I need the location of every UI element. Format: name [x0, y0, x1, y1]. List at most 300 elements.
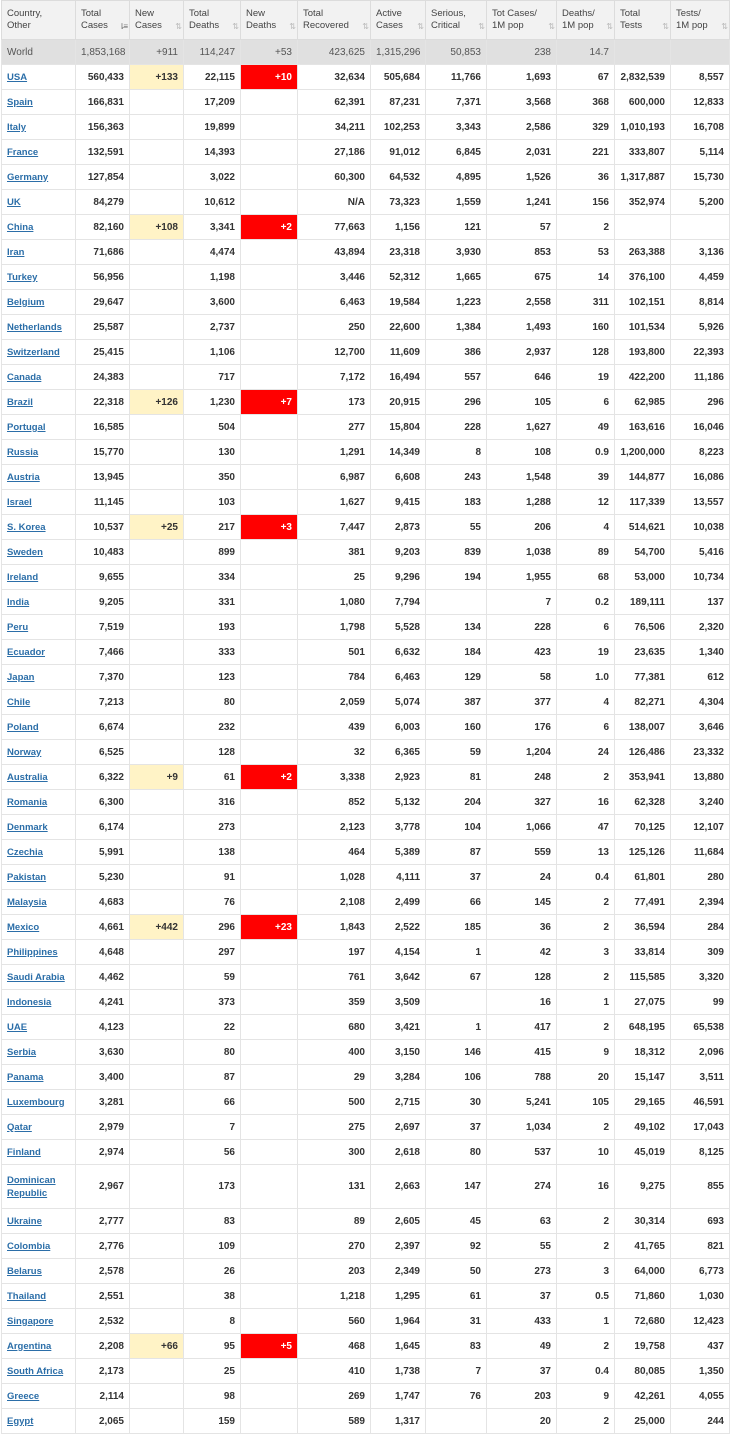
cell-total-recovered: N/A	[298, 190, 371, 215]
country-link[interactable]: Saudi Arabia	[7, 971, 65, 983]
cell-country: World	[2, 40, 76, 65]
country-link[interactable]: Brazil	[7, 396, 33, 408]
cell-deaths-per-1m: 156	[557, 190, 615, 215]
country-link[interactable]: South Africa	[7, 1365, 64, 1377]
country-link[interactable]: Germany	[7, 171, 49, 183]
cell-total-tests: 15,147	[615, 1065, 671, 1090]
column-header-tot-cases-per-1m[interactable]	[487, 1, 557, 40]
cell-active-cases: 505,684	[371, 65, 426, 90]
table-row	[2, 415, 730, 440]
cell-country	[2, 615, 76, 640]
country-link[interactable]: USA	[7, 71, 28, 83]
country-link[interactable]: Japan	[7, 671, 35, 683]
cell-deaths-per-1m: 6	[557, 390, 615, 415]
country-link[interactable]: Denmark	[7, 821, 48, 833]
cell-total-recovered: 359	[298, 990, 371, 1015]
cell-total-recovered: 784	[298, 665, 371, 690]
cell-country	[2, 840, 76, 865]
country-link[interactable]: Pakistan	[7, 871, 47, 883]
cell-new-deaths	[241, 1359, 298, 1384]
cell-tot-cases-per-1m: 646	[487, 365, 557, 390]
cell-total-deaths: 98	[184, 1384, 241, 1409]
cell-new-cases: +133	[130, 65, 184, 90]
country-link[interactable]: India	[7, 596, 30, 608]
cell-new-deaths	[241, 890, 298, 915]
country-link[interactable]: Norway	[7, 746, 42, 758]
cell-new-cases	[130, 165, 184, 190]
cell-new-cases	[130, 240, 184, 265]
cell-total-cases: 2,979	[76, 1115, 130, 1140]
cell-total-cases: 156,363	[76, 115, 130, 140]
cell-new-deaths	[241, 665, 298, 690]
cell-new-deaths	[241, 1284, 298, 1309]
cell-tot-cases-per-1m: 377	[487, 690, 557, 715]
country-link[interactable]: Philippines	[7, 946, 58, 958]
cell-total-tests: 263,388	[615, 240, 671, 265]
cell-total-deaths: 296	[184, 915, 241, 940]
sort-icon[interactable]: ⇅	[289, 22, 294, 31]
cell-new-cases	[130, 1309, 184, 1334]
country-link[interactable]: Malaysia	[7, 896, 47, 908]
cell-serious-critical: 1,223	[426, 290, 487, 315]
country-link[interactable]: Iran	[7, 246, 25, 258]
country-link[interactable]: Canada	[7, 371, 42, 383]
column-header-label: Active Cases	[376, 8, 403, 31]
cell-deaths-per-1m: 1	[557, 990, 615, 1015]
cell-total-cases: 71,686	[76, 240, 130, 265]
table-row	[2, 215, 730, 240]
cell-total-cases: 7,466	[76, 640, 130, 665]
table-row	[2, 240, 730, 265]
cell-new-deaths: +7	[241, 390, 298, 415]
table-row	[2, 915, 730, 940]
cell-country	[2, 1284, 76, 1309]
cell-deaths-per-1m: 6	[557, 715, 615, 740]
country-link[interactable]: Chile	[7, 696, 31, 708]
cell-serious-critical: 228	[426, 415, 487, 440]
country-link[interactable]: Argentina	[7, 1340, 52, 1352]
cell-new-cases	[130, 1284, 184, 1309]
cell-total-cases: 2,065	[76, 1409, 130, 1434]
cell-country	[2, 915, 76, 940]
cell-active-cases: 6,003	[371, 715, 426, 740]
cell-deaths-per-1m: 2	[557, 1115, 615, 1140]
cell-tot-cases-per-1m: 2,031	[487, 140, 557, 165]
cell-new-cases	[130, 840, 184, 865]
cell-tests-per-1m: 137	[671, 590, 730, 615]
cell-new-deaths	[241, 1165, 298, 1209]
cell-serious-critical: 61	[426, 1284, 487, 1309]
cell-active-cases: 2,873	[371, 515, 426, 540]
sort-icon[interactable]: ⇅	[721, 22, 726, 31]
country-link[interactable]: Singapore	[7, 1315, 54, 1327]
cell-total-recovered: 2,108	[298, 890, 371, 915]
table-row	[2, 1234, 730, 1259]
cell-tests-per-1m: 855	[671, 1165, 730, 1209]
cell-total-deaths: 8	[184, 1309, 241, 1334]
cell-deaths-per-1m: 3	[557, 1259, 615, 1284]
cell-country	[2, 1040, 76, 1065]
cell-tot-cases-per-1m: 206	[487, 515, 557, 540]
cell-new-cases: +25	[130, 515, 184, 540]
cell-new-cases	[130, 815, 184, 840]
cell-deaths-per-1m: 49	[557, 415, 615, 440]
cell-total-tests: 45,019	[615, 1140, 671, 1165]
cell-tests-per-1m: 2,394	[671, 890, 730, 915]
cell-new-cases	[130, 1234, 184, 1259]
cell-new-deaths	[241, 865, 298, 890]
country-link[interactable]: Russia	[7, 446, 39, 458]
cell-total-cases: 4,683	[76, 890, 130, 915]
cell-new-deaths	[241, 740, 298, 765]
cell-tot-cases-per-1m: 2,558	[487, 290, 557, 315]
cell-active-cases: 9,203	[371, 540, 426, 565]
cell-tot-cases-per-1m: 1,241	[487, 190, 557, 215]
cell-tests-per-1m: 17,043	[671, 1115, 730, 1140]
cell-total-deaths: 87	[184, 1065, 241, 1090]
cell-deaths-per-1m: 16	[557, 1165, 615, 1209]
cell-new-deaths	[241, 1090, 298, 1115]
column-header-total-tests[interactable]	[615, 1, 671, 40]
cell-tot-cases-per-1m: 1,034	[487, 1115, 557, 1140]
cell-new-cases	[130, 1359, 184, 1384]
cell-serious-critical: 11,766	[426, 65, 487, 90]
column-header-deaths-per-1m[interactable]	[557, 1, 615, 40]
cell-deaths-per-1m: 12	[557, 490, 615, 515]
sort-icon[interactable]: ⇅	[417, 22, 422, 31]
cell-serious-critical: 37	[426, 865, 487, 890]
cell-new-cases	[130, 1409, 184, 1434]
cell-total-tests: 42,261	[615, 1384, 671, 1409]
country-link[interactable]: Finland	[7, 1146, 41, 1158]
column-header-total-cases[interactable]	[76, 1, 130, 40]
cell-total-deaths: 173	[184, 1165, 241, 1209]
cell-serious-critical	[426, 590, 487, 615]
cell-total-tests: 1,200,000	[615, 440, 671, 465]
cell-total-recovered: 25	[298, 565, 371, 590]
cell-serious-critical: 4,895	[426, 165, 487, 190]
cell-tests-per-1m	[671, 40, 730, 65]
column-header-country[interactable]	[2, 1, 76, 40]
sort-icon[interactable]: ⇅	[548, 22, 553, 31]
cell-total-tests: 27,075	[615, 990, 671, 1015]
cell-country	[2, 265, 76, 290]
cell-new-cases	[130, 415, 184, 440]
cell-active-cases: 5,132	[371, 790, 426, 815]
cell-total-tests	[615, 215, 671, 240]
cell-total-tests: 77,491	[615, 890, 671, 915]
cell-tests-per-1m: 309	[671, 940, 730, 965]
cell-active-cases: 2,697	[371, 1115, 426, 1140]
cell-new-cases	[130, 190, 184, 215]
cell-deaths-per-1m: 3	[557, 940, 615, 965]
cell-total-cases: 29,647	[76, 290, 130, 315]
cell-new-cases	[130, 465, 184, 490]
country-link[interactable]: Panama	[7, 1071, 44, 1083]
cell-deaths-per-1m: 9	[557, 1040, 615, 1065]
cell-deaths-per-1m: 2	[557, 890, 615, 915]
cell-new-cases	[130, 1259, 184, 1284]
cell-tests-per-1m: 284	[671, 915, 730, 940]
country-link[interactable]: Luxembourg	[7, 1096, 65, 1108]
cell-tests-per-1m: 6,773	[671, 1259, 730, 1284]
column-header-new-deaths[interactable]	[241, 1, 298, 40]
sort-icon[interactable]: ⇅	[606, 22, 611, 31]
country-link[interactable]: Thailand	[7, 1290, 47, 1302]
cell-total-recovered: 300	[298, 1140, 371, 1165]
country-link[interactable]: Turkey	[7, 271, 38, 283]
cell-total-tests: 72,680	[615, 1309, 671, 1334]
cell-new-cases	[130, 565, 184, 590]
cell-deaths-per-1m: 0.9	[557, 440, 615, 465]
cell-active-cases: 3,778	[371, 815, 426, 840]
cell-active-cases: 3,284	[371, 1065, 426, 1090]
cell-active-cases: 2,349	[371, 1259, 426, 1284]
cell-total-deaths: 2,737	[184, 315, 241, 340]
cell-deaths-per-1m: 6	[557, 615, 615, 640]
country-link[interactable]: Spain	[7, 96, 33, 108]
cell-deaths-per-1m: 221	[557, 140, 615, 165]
cell-serious-critical: 1	[426, 940, 487, 965]
country-link[interactable]: France	[7, 146, 39, 158]
column-header-label: New Deaths	[246, 8, 277, 31]
sort-icon[interactable]: ⇂≡	[118, 22, 126, 31]
table-row	[2, 1309, 730, 1334]
cell-total-recovered: 1,798	[298, 615, 371, 640]
table-row	[2, 1090, 730, 1115]
country-link[interactable]: Ireland	[7, 571, 39, 583]
cell-total-deaths: 373	[184, 990, 241, 1015]
country-link[interactable]: Israel	[7, 496, 32, 508]
cell-serious-critical: 87	[426, 840, 487, 865]
country-link[interactable]: Sweden	[7, 546, 43, 558]
cell-new-deaths	[241, 790, 298, 815]
cell-serious-critical: 146	[426, 1040, 487, 1065]
cell-serious-critical: 204	[426, 790, 487, 815]
country-link[interactable]: Serbia	[7, 1046, 37, 1058]
sort-icon[interactable]: ⇅	[478, 22, 483, 31]
cell-active-cases: 14,349	[371, 440, 426, 465]
cell-new-cases: +442	[130, 915, 184, 940]
country-link[interactable]: Poland	[7, 721, 39, 733]
country-link[interactable]: Austria	[7, 471, 40, 483]
cell-total-deaths: 297	[184, 940, 241, 965]
cell-deaths-per-1m: 311	[557, 290, 615, 315]
cell-total-recovered: 2,123	[298, 815, 371, 840]
table-row	[2, 615, 730, 640]
cell-new-deaths	[241, 190, 298, 215]
cell-new-deaths	[241, 290, 298, 315]
cell-new-deaths	[241, 440, 298, 465]
country-link[interactable]: Dominican Republic	[7, 1174, 56, 1199]
cell-serious-critical: 81	[426, 765, 487, 790]
cell-deaths-per-1m: 4	[557, 515, 615, 540]
table-row	[2, 715, 730, 740]
cell-new-cases	[130, 1140, 184, 1165]
cell-total-recovered: 270	[298, 1234, 371, 1259]
cell-country	[2, 1384, 76, 1409]
cell-new-cases	[130, 1090, 184, 1115]
sort-icon[interactable]: ⇅	[175, 22, 180, 31]
column-header-total-recovered[interactable]	[298, 1, 371, 40]
cell-total-tests: 163,616	[615, 415, 671, 440]
cell-tests-per-1m: 4,055	[671, 1384, 730, 1409]
cell-total-tests: 25,000	[615, 1409, 671, 1434]
cell-total-tests: 53,000	[615, 565, 671, 590]
cell-new-cases	[130, 615, 184, 640]
country-link[interactable]: Czechia	[7, 846, 43, 858]
cell-total-cases: 24,383	[76, 365, 130, 390]
country-link[interactable]: Australia	[7, 771, 48, 783]
cell-total-recovered: 250	[298, 315, 371, 340]
country-link[interactable]: Italy	[7, 121, 27, 133]
cell-tot-cases-per-1m: 105	[487, 390, 557, 415]
country-link[interactable]: Belarus	[7, 1265, 42, 1277]
cell-total-tests: 193,800	[615, 340, 671, 365]
cell-new-deaths	[241, 365, 298, 390]
cell-total-cases: 6,322	[76, 765, 130, 790]
cell-active-cases: 22,600	[371, 315, 426, 340]
cell-new-deaths	[241, 115, 298, 140]
cell-tests-per-1m: 3,320	[671, 965, 730, 990]
cell-total-cases: 1,853,168	[76, 40, 130, 65]
cell-tot-cases-per-1m: 55	[487, 1234, 557, 1259]
table-row	[2, 765, 730, 790]
column-header-label: New Cases	[135, 8, 162, 31]
cell-tot-cases-per-1m: 42	[487, 940, 557, 965]
cell-active-cases: 6,632	[371, 640, 426, 665]
country-link[interactable]: Ukraine	[7, 1215, 42, 1227]
cell-serious-critical: 243	[426, 465, 487, 490]
cell-tot-cases-per-1m: 537	[487, 1140, 557, 1165]
cell-new-cases: +126	[130, 390, 184, 415]
country-link[interactable]: UK	[7, 196, 21, 208]
cell-country	[2, 440, 76, 465]
country-link[interactable]: S. Korea	[7, 521, 46, 533]
cell-total-tests: 49,102	[615, 1115, 671, 1140]
country-link[interactable]: Switzerland	[7, 346, 60, 358]
cell-tests-per-1m: 10,734	[671, 565, 730, 590]
cell-total-cases: 127,854	[76, 165, 130, 190]
country-link[interactable]: Greece	[7, 1390, 40, 1402]
cell-active-cases: 1,747	[371, 1384, 426, 1409]
cell-tests-per-1m: 4,304	[671, 690, 730, 715]
cell-new-deaths: +53	[241, 40, 298, 65]
cell-total-tests: 422,200	[615, 365, 671, 390]
cell-total-tests: 70,125	[615, 815, 671, 840]
cell-new-cases	[130, 440, 184, 465]
cell-deaths-per-1m: 19	[557, 365, 615, 390]
country-link[interactable]: China	[7, 221, 34, 233]
cell-active-cases: 11,609	[371, 340, 426, 365]
cell-country	[2, 1015, 76, 1040]
cell-new-deaths	[241, 965, 298, 990]
cell-active-cases: 5,074	[371, 690, 426, 715]
sort-icon[interactable]: ⇅	[362, 22, 367, 31]
cell-total-deaths: 3,341	[184, 215, 241, 240]
cell-tests-per-1m: 612	[671, 665, 730, 690]
sort-icon[interactable]: ⇅	[232, 22, 237, 31]
country-link[interactable]: Colombia	[7, 1240, 51, 1252]
country-link[interactable]: Portugal	[7, 421, 46, 433]
cell-total-tests: 64,000	[615, 1259, 671, 1284]
cell-deaths-per-1m: 14	[557, 265, 615, 290]
cell-total-cases: 82,160	[76, 215, 130, 240]
sort-icon[interactable]: ⇅	[662, 22, 667, 31]
column-header-new-cases[interactable]	[130, 1, 184, 40]
country-link[interactable]: Belgium	[7, 296, 45, 308]
cell-new-deaths	[241, 640, 298, 665]
cell-active-cases: 9,296	[371, 565, 426, 590]
cell-active-cases: 2,618	[371, 1140, 426, 1165]
table-row	[2, 1409, 730, 1434]
cell-deaths-per-1m: 2	[557, 1234, 615, 1259]
cell-total-deaths: 159	[184, 1409, 241, 1434]
cell-total-deaths: 128	[184, 740, 241, 765]
cell-total-deaths: 333	[184, 640, 241, 665]
cell-country	[2, 715, 76, 740]
country-link[interactable]: Ecuador	[7, 646, 46, 658]
cell-new-cases	[130, 1165, 184, 1209]
country-link[interactable]: Peru	[7, 621, 29, 633]
cell-country	[2, 190, 76, 215]
table-row	[2, 790, 730, 815]
country-link[interactable]: Mexico	[7, 921, 40, 933]
column-header-label: Total Cases	[81, 8, 108, 31]
cell-new-deaths: +3	[241, 515, 298, 540]
country-link[interactable]: UAE	[7, 1021, 28, 1033]
cell-deaths-per-1m: 9	[557, 1384, 615, 1409]
cell-total-cases: 4,462	[76, 965, 130, 990]
cell-total-deaths: 17,209	[184, 90, 241, 115]
country-link[interactable]: Qatar	[7, 1121, 32, 1133]
cell-country	[2, 1234, 76, 1259]
cell-tests-per-1m: 5,416	[671, 540, 730, 565]
cell-tot-cases-per-1m: 675	[487, 265, 557, 290]
column-header-tests-per-1m[interactable]	[671, 1, 730, 40]
country-link[interactable]: Indonesia	[7, 996, 52, 1008]
country-link[interactable]: Netherlands	[7, 321, 62, 333]
cell-total-recovered: 131	[298, 1165, 371, 1209]
country-link[interactable]: Romania	[7, 796, 48, 808]
cell-new-deaths	[241, 615, 298, 640]
cell-new-deaths: +2	[241, 215, 298, 240]
table-row	[2, 140, 730, 165]
cell-active-cases: 3,421	[371, 1015, 426, 1040]
cell-deaths-per-1m: 0.5	[557, 1284, 615, 1309]
cell-tests-per-1m: 3,511	[671, 1065, 730, 1090]
column-header-active-cases[interactable]	[371, 1, 426, 40]
cell-tot-cases-per-1m: 1,548	[487, 465, 557, 490]
cell-new-deaths	[241, 1259, 298, 1284]
cell-total-recovered: 423,625	[298, 40, 371, 65]
column-header-serious-critical[interactable]	[426, 1, 487, 40]
cell-tests-per-1m: 821	[671, 1234, 730, 1259]
cell-total-deaths: 1,230	[184, 390, 241, 415]
cell-total-deaths: 103	[184, 490, 241, 515]
column-header-label: Country, Other	[7, 8, 43, 31]
country-link[interactable]: Egypt	[7, 1415, 34, 1427]
cell-total-recovered: 381	[298, 540, 371, 565]
cell-serious-critical: 296	[426, 390, 487, 415]
cell-total-deaths: 717	[184, 365, 241, 390]
cell-total-cases: 4,648	[76, 940, 130, 965]
cell-new-cases	[130, 90, 184, 115]
cell-country	[2, 390, 76, 415]
column-header-total-deaths[interactable]	[184, 1, 241, 40]
cell-deaths-per-1m: 2	[557, 765, 615, 790]
cell-total-deaths: 504	[184, 415, 241, 440]
